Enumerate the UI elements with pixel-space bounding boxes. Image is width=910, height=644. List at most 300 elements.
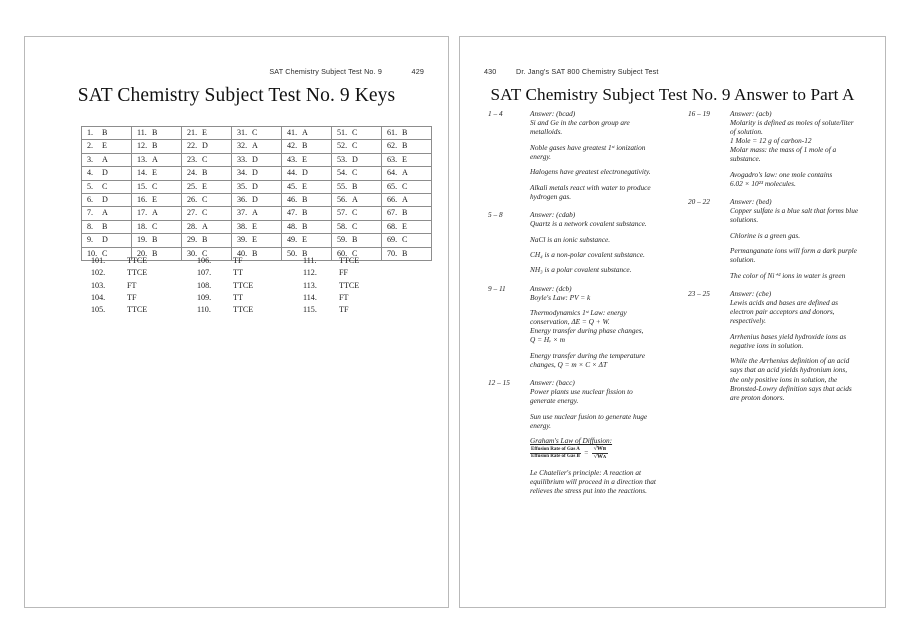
- answer-letter: B: [402, 128, 408, 137]
- answer-group: [488, 378, 680, 495]
- explanation-line: solution.: [730, 255, 756, 265]
- answer-letter: B: [302, 208, 308, 218]
- question-number: 54.: [337, 168, 348, 178]
- answer-letter: B: [152, 141, 158, 151]
- answer-value: TT: [233, 292, 243, 302]
- question-number: 4.: [87, 168, 94, 178]
- page-left: [24, 36, 449, 608]
- question-number: 32.: [237, 141, 248, 151]
- true-false-column: [91, 255, 197, 316]
- answer-cell: [132, 127, 182, 140]
- explanation-line: energy.: [530, 420, 552, 430]
- answer-cell: [232, 180, 282, 193]
- answer-letter: E: [152, 195, 157, 205]
- question-number: 7.: [87, 208, 94, 218]
- explanation-line: Energy transfer during the temperature: [530, 350, 645, 360]
- answer-letter: C: [152, 181, 158, 191]
- answer-group: [488, 284, 680, 370]
- explanation-line: are proton donors.: [730, 392, 785, 402]
- explanation-line: Noble gases have greatest 1ˢᵗ ionization: [530, 142, 646, 152]
- formula-rhs-denominator: √Wᴀ: [593, 454, 607, 461]
- answer-letter: D: [352, 154, 358, 164]
- question-range-label: 5 – 8: [488, 209, 503, 219]
- answer-cell: [382, 127, 432, 140]
- question-number: 38.: [237, 221, 248, 231]
- answer-letter: B: [152, 128, 158, 137]
- answer-letter: A: [102, 208, 108, 218]
- question-range-label: 9 – 11: [488, 283, 506, 293]
- answer-group-header: [488, 210, 680, 275]
- question-number: 69.: [387, 235, 398, 245]
- question-number: 20.: [137, 248, 148, 258]
- answer-letter: C: [202, 154, 208, 164]
- answer-letter: C: [202, 248, 208, 258]
- formula-left-fraction: [530, 447, 581, 461]
- answer-value: FT: [127, 280, 137, 290]
- answer-letter: C: [352, 141, 358, 151]
- question-range-label: 20 – 22: [688, 197, 710, 207]
- grahams-law-formula: [530, 446, 680, 461]
- answer-group-body: [530, 210, 680, 275]
- answer-cell: [182, 194, 232, 207]
- answer-cell: [382, 140, 432, 153]
- answer-group-header: [688, 289, 880, 402]
- question-number: 62.: [387, 141, 398, 151]
- question-number: 22.: [187, 141, 198, 151]
- answer-cell: [132, 220, 182, 233]
- question-number: 1.: [87, 128, 94, 137]
- answer-letter: C: [402, 181, 408, 191]
- explanation-line: 1 Mole = 12 g of carbon-12: [730, 136, 812, 146]
- question-number: 19.: [137, 235, 148, 245]
- answer-cell: [282, 153, 332, 166]
- answer-cell: [182, 220, 232, 233]
- true-false-column: [303, 255, 409, 316]
- question-number: 113.: [303, 280, 317, 290]
- question-number: 27.: [187, 208, 198, 218]
- answer-cell: [82, 207, 132, 220]
- answer-cell: [332, 234, 382, 247]
- answer-group-body: [730, 109, 880, 188]
- answer-cell: [332, 207, 382, 220]
- list-item: [197, 292, 303, 304]
- answer-key-label: Answer: (acb): [730, 109, 772, 118]
- answer-group-body: [530, 378, 680, 495]
- answer-letter: A: [302, 128, 308, 137]
- explanation-line: the only positive ions in solution, the: [730, 374, 838, 384]
- question-number: 109.: [197, 292, 212, 302]
- explanation-line: Alkali metals react with water to produce: [530, 182, 651, 192]
- table-row: [82, 153, 432, 166]
- explanation-line: NH₃ is a polar covalent substance.: [530, 265, 632, 275]
- explanation-line: Si and Ge in the carbon group are: [530, 118, 630, 128]
- table-row: [82, 167, 432, 180]
- answer-letter: D: [252, 181, 258, 191]
- question-number: 67.: [387, 208, 398, 218]
- question-number: 29.: [187, 235, 198, 245]
- answer-letter: B: [302, 195, 308, 205]
- answer-letter: C: [252, 128, 258, 137]
- list-item: [197, 255, 303, 267]
- answer-letter: A: [152, 154, 158, 164]
- question-number: 21.: [187, 128, 198, 137]
- question-number: 45.: [287, 181, 298, 191]
- answer-cell: [232, 234, 282, 247]
- explanation-line: Sun use nuclear fusion to generate huge: [530, 411, 648, 421]
- question-range-label: 1 – 4: [488, 109, 503, 118]
- answer-letter: C: [352, 248, 358, 258]
- explanation-line: energy.: [530, 151, 552, 161]
- answer-key-table: [81, 126, 432, 261]
- answer-cell: [132, 167, 182, 180]
- list-item: [91, 304, 197, 316]
- question-number: 37.: [237, 208, 248, 218]
- table-row: [82, 207, 432, 220]
- list-item: [303, 255, 409, 267]
- question-number: 107.: [197, 268, 212, 278]
- list-item: [303, 267, 409, 279]
- answer-group-body: [730, 197, 880, 280]
- answer-cell: [132, 140, 182, 153]
- answer-group-header: [488, 284, 680, 370]
- question-number: 36.: [237, 195, 248, 205]
- answer-group: [688, 197, 880, 280]
- answer-cell: [382, 153, 432, 166]
- answer-value: TTCE: [339, 256, 360, 265]
- answer-letter: B: [102, 128, 108, 137]
- explanation-line: Thermodynamics 1ˢᵗ Law: energy: [530, 308, 627, 318]
- question-number: 102.: [91, 268, 106, 278]
- answer-letter: A: [202, 221, 208, 231]
- answer-cell: [82, 127, 132, 140]
- answer-key-label: Answer: (cdab): [530, 209, 576, 219]
- question-number: 101.: [91, 256, 106, 265]
- answer-cell: [382, 167, 432, 180]
- answer-letter: B: [402, 248, 408, 258]
- answer-letter: B: [402, 208, 408, 218]
- question-number: 13.: [137, 154, 148, 164]
- answer-value: TT: [233, 268, 243, 278]
- answer-key-label: Answer: (dcb): [530, 283, 572, 293]
- answer-column-left: [488, 109, 680, 504]
- answer-group: [688, 109, 880, 188]
- question-number: 65.: [387, 181, 398, 191]
- explanation-line: While the Arrhenius definition of an acid: [730, 356, 850, 366]
- answer-key-label: Answer: (bcad): [530, 109, 576, 118]
- answer-cell: [132, 153, 182, 166]
- question-number: 66.: [387, 195, 398, 205]
- answer-letter: A: [152, 208, 158, 218]
- explanation-line: Permanganate ions will form a dark purple: [730, 246, 857, 256]
- question-number: 57.: [337, 208, 348, 218]
- answer-letter: D: [102, 235, 108, 245]
- answer-letter: B: [202, 168, 208, 178]
- answer-cell: [332, 153, 382, 166]
- formula-rhs-numerator: √Wʙ: [593, 446, 607, 453]
- answer-cell: [232, 207, 282, 220]
- answer-value: TF: [233, 256, 243, 265]
- question-number: 105.: [91, 305, 106, 315]
- answer-group-header: [688, 197, 880, 280]
- page-number-right: 430: [484, 67, 497, 76]
- answer-letter: B: [402, 141, 408, 151]
- page-number-left: 429: [411, 67, 424, 76]
- answer-cell: [382, 180, 432, 193]
- answer-cell: [132, 207, 182, 220]
- answer-key-label: Answer: (cbe): [730, 288, 772, 298]
- answer-cell: [332, 220, 382, 233]
- table-row: [82, 140, 432, 153]
- question-number: 50.: [287, 248, 298, 258]
- answer-group-header: [488, 109, 680, 201]
- question-number: 17.: [137, 208, 148, 218]
- page-title-left: SAT Chemistry Subject Test No. 9 Keys: [77, 85, 396, 106]
- answer-cell: [82, 167, 132, 180]
- answer-letter: D: [252, 168, 258, 178]
- explanation-line: Molar mass: the mass of 1 mole of a: [730, 145, 837, 155]
- explanation-line: substance.: [730, 154, 761, 164]
- answer-group: [488, 109, 680, 201]
- answer-letter: B: [352, 181, 358, 191]
- question-number: 31.: [237, 128, 248, 137]
- answer-value: TF: [127, 292, 137, 302]
- question-number: 34.: [237, 168, 248, 178]
- question-number: 39.: [237, 235, 248, 245]
- question-number: 64.: [387, 168, 398, 178]
- answer-value: TTCE: [127, 256, 148, 265]
- answer-letter: B: [252, 248, 258, 258]
- answer-cell: [332, 194, 382, 207]
- table-row: [82, 220, 432, 233]
- answer-letter: A: [352, 195, 358, 205]
- question-number: 56.: [337, 195, 348, 205]
- question-number: 111.: [303, 256, 317, 265]
- answer-group-body: [530, 284, 680, 370]
- question-number: 10.: [87, 248, 98, 258]
- explanation-line: conservation, ΔE = Q + W.: [530, 317, 610, 327]
- formula-heading: Graham's Law of Diffusion:: [530, 436, 613, 446]
- running-head-title-left: SAT Chemistry Subject Test No. 9: [269, 67, 382, 76]
- list-item: [197, 304, 303, 316]
- question-number: 106.: [197, 256, 212, 265]
- answer-letter: B: [152, 235, 158, 245]
- explanation-line: Chlorine is a green gas.: [730, 230, 801, 240]
- explanation-line: relieves the stress put into the reactions.: [530, 486, 647, 496]
- answer-cell: [282, 180, 332, 193]
- explanation-line: generate energy.: [530, 396, 579, 406]
- true-false-column: [197, 255, 303, 316]
- question-number: 70.: [387, 248, 398, 258]
- page-right: [459, 36, 886, 608]
- answer-value: TTCE: [233, 280, 254, 290]
- explanation-line: solutions.: [730, 215, 759, 225]
- question-number: 112.: [303, 268, 317, 278]
- answer-value: FF: [339, 268, 349, 278]
- answer-letter: B: [102, 221, 108, 231]
- explanation-line: Lewis acids and bases are defined as: [730, 298, 838, 308]
- explanation-line: Power plants use nuclear fission to: [530, 387, 633, 397]
- answer-letter: C: [102, 248, 108, 258]
- question-number: 24.: [187, 168, 198, 178]
- question-number: 18.: [137, 221, 148, 231]
- question-number: 48.: [287, 221, 298, 231]
- answer-letter: C: [352, 221, 358, 231]
- answer-letter: B: [152, 248, 158, 258]
- answer-cell: [132, 180, 182, 193]
- question-number: 15.: [137, 181, 148, 191]
- question-number: 33.: [237, 154, 248, 164]
- question-number: 2.: [87, 141, 94, 151]
- answer-letter: E: [302, 154, 307, 164]
- question-number: 35.: [237, 181, 248, 191]
- answer-cell: [232, 167, 282, 180]
- explanation-line: Quartz is a network covalent substance.: [530, 219, 647, 229]
- list-item: [91, 255, 197, 267]
- explanation-line: Boyle's Law: PV = k: [530, 292, 591, 302]
- answer-cell: [282, 127, 332, 140]
- formula-equals-sign: =: [583, 449, 589, 458]
- answer-letter: D: [102, 168, 108, 178]
- answer-cell: [282, 234, 332, 247]
- table-row: [82, 194, 432, 207]
- question-number: 40.: [237, 248, 248, 258]
- answer-letter: A: [102, 154, 108, 164]
- answer-cell: [382, 194, 432, 207]
- explanation-line: changes, Q = m × C × ΔT: [530, 360, 608, 369]
- answer-group-header: [488, 378, 680, 495]
- question-range-label: 23 – 25: [688, 288, 710, 298]
- answer-letter: C: [352, 208, 358, 218]
- question-number: 59.: [337, 235, 348, 245]
- answer-letter: B: [302, 141, 308, 151]
- question-number: 44.: [287, 168, 298, 178]
- answer-letter: C: [152, 221, 158, 231]
- question-number: 58.: [337, 221, 348, 231]
- question-number: 108.: [197, 280, 212, 290]
- question-number: 103.: [91, 280, 106, 290]
- answer-group-header: [688, 109, 880, 188]
- list-item: [303, 292, 409, 304]
- answer-cell: [332, 140, 382, 153]
- list-item: [303, 280, 409, 292]
- answer-cell: [382, 207, 432, 220]
- list-item: [197, 280, 303, 292]
- question-number: 53.: [337, 154, 348, 164]
- answer-group: [688, 289, 880, 402]
- explanation-line: NaCl is an ionic substance.: [530, 234, 611, 244]
- answer-cell: [332, 180, 382, 193]
- answer-value: TTCE: [127, 268, 148, 278]
- answer-cell: [82, 220, 132, 233]
- question-number: 25.: [187, 181, 198, 191]
- question-number: 30.: [187, 248, 198, 258]
- answer-value: TF: [339, 305, 349, 315]
- answer-value: TTCE: [233, 305, 254, 315]
- answer-letter: D: [302, 168, 308, 178]
- answer-letter: B: [202, 235, 208, 245]
- true-false-answer-block: [91, 255, 411, 316]
- answer-letter: C: [352, 128, 358, 137]
- answer-cell: [382, 234, 432, 247]
- answer-letter: E: [302, 235, 307, 245]
- answer-cell: [82, 140, 132, 153]
- answer-cell: [232, 140, 282, 153]
- table-row: [82, 234, 432, 247]
- explanation-line: equilibrium will proceed in a direction that: [530, 476, 656, 486]
- list-item: [91, 280, 197, 292]
- question-number: 9.: [87, 235, 94, 245]
- answer-letter: E: [202, 128, 207, 137]
- explanation-line: Halogens have greatest electronegativity.: [530, 167, 651, 177]
- answer-letter: E: [102, 141, 107, 151]
- answer-cell: [132, 234, 182, 247]
- answer-letter: A: [252, 208, 258, 218]
- table-row: [82, 180, 432, 193]
- question-number: 60.: [337, 248, 348, 258]
- question-number: 12.: [137, 141, 148, 151]
- question-number: 6.: [87, 195, 94, 205]
- list-item: [303, 304, 409, 316]
- answer-letter: E: [152, 168, 157, 178]
- answer-letter: C: [202, 195, 208, 205]
- explanation-line: Avogadro's law: one mole contains: [730, 169, 833, 179]
- answer-cell: [82, 153, 132, 166]
- question-number: 23.: [187, 154, 198, 164]
- formula-numerator: Effusion Rate of Gas A: [530, 447, 581, 455]
- explanation-line: hydrogen gas.: [530, 191, 572, 201]
- answer-key-label: Answer: (bacc): [530, 378, 575, 388]
- answer-cell: [182, 153, 232, 166]
- question-number: 43.: [287, 154, 298, 164]
- answer-cell: [232, 127, 282, 140]
- answer-cell: [332, 127, 382, 140]
- explanation-line: negative ions in solution.: [730, 340, 804, 350]
- question-number: 63.: [387, 154, 398, 164]
- answer-letter: E: [202, 181, 207, 191]
- explanation-line: Le Chatelier's principle: A reaction at: [530, 467, 642, 477]
- answer-letter: E: [402, 221, 407, 231]
- explanation-line: Molarity is defined as moles of solute/liter: [730, 118, 854, 128]
- explanation-line: of solution.: [730, 127, 763, 137]
- answer-letter: C: [402, 235, 408, 245]
- question-number: 41.: [287, 128, 298, 137]
- answer-cell: [182, 207, 232, 220]
- explanation-line: electron pair acceptors and donors,: [730, 307, 835, 317]
- explanation-line: 6.02 × 10²³ molecules.: [730, 179, 796, 189]
- answer-letter: C: [102, 181, 108, 191]
- question-number: 46.: [287, 195, 298, 205]
- answer-letter: E: [402, 154, 407, 164]
- answer-cell: [182, 234, 232, 247]
- answer-cell: [382, 220, 432, 233]
- explanation-line: CH₄ is a non-polar covalent substance.: [530, 249, 645, 259]
- question-number: 3.: [87, 154, 94, 164]
- answer-cell: [182, 167, 232, 180]
- answer-letter: E: [302, 181, 307, 191]
- explanation-line: respectively.: [730, 316, 766, 326]
- explanation-line: Copper sulfate is a blue salt that forms blue: [730, 206, 859, 216]
- answer-letter: C: [202, 208, 208, 218]
- explanation-line: Energy transfer during phase changes,: [530, 326, 644, 336]
- question-number: 51.: [337, 128, 348, 137]
- answer-value: TTCE: [127, 305, 148, 315]
- explanation-line: says that an acid yields hydronium ions,: [730, 365, 848, 375]
- question-number: 68.: [387, 221, 398, 231]
- answer-value: TTCE: [339, 280, 360, 290]
- explanation-line: metalloids.: [530, 127, 563, 137]
- answer-cell: [232, 194, 282, 207]
- answer-letter: A: [252, 141, 258, 151]
